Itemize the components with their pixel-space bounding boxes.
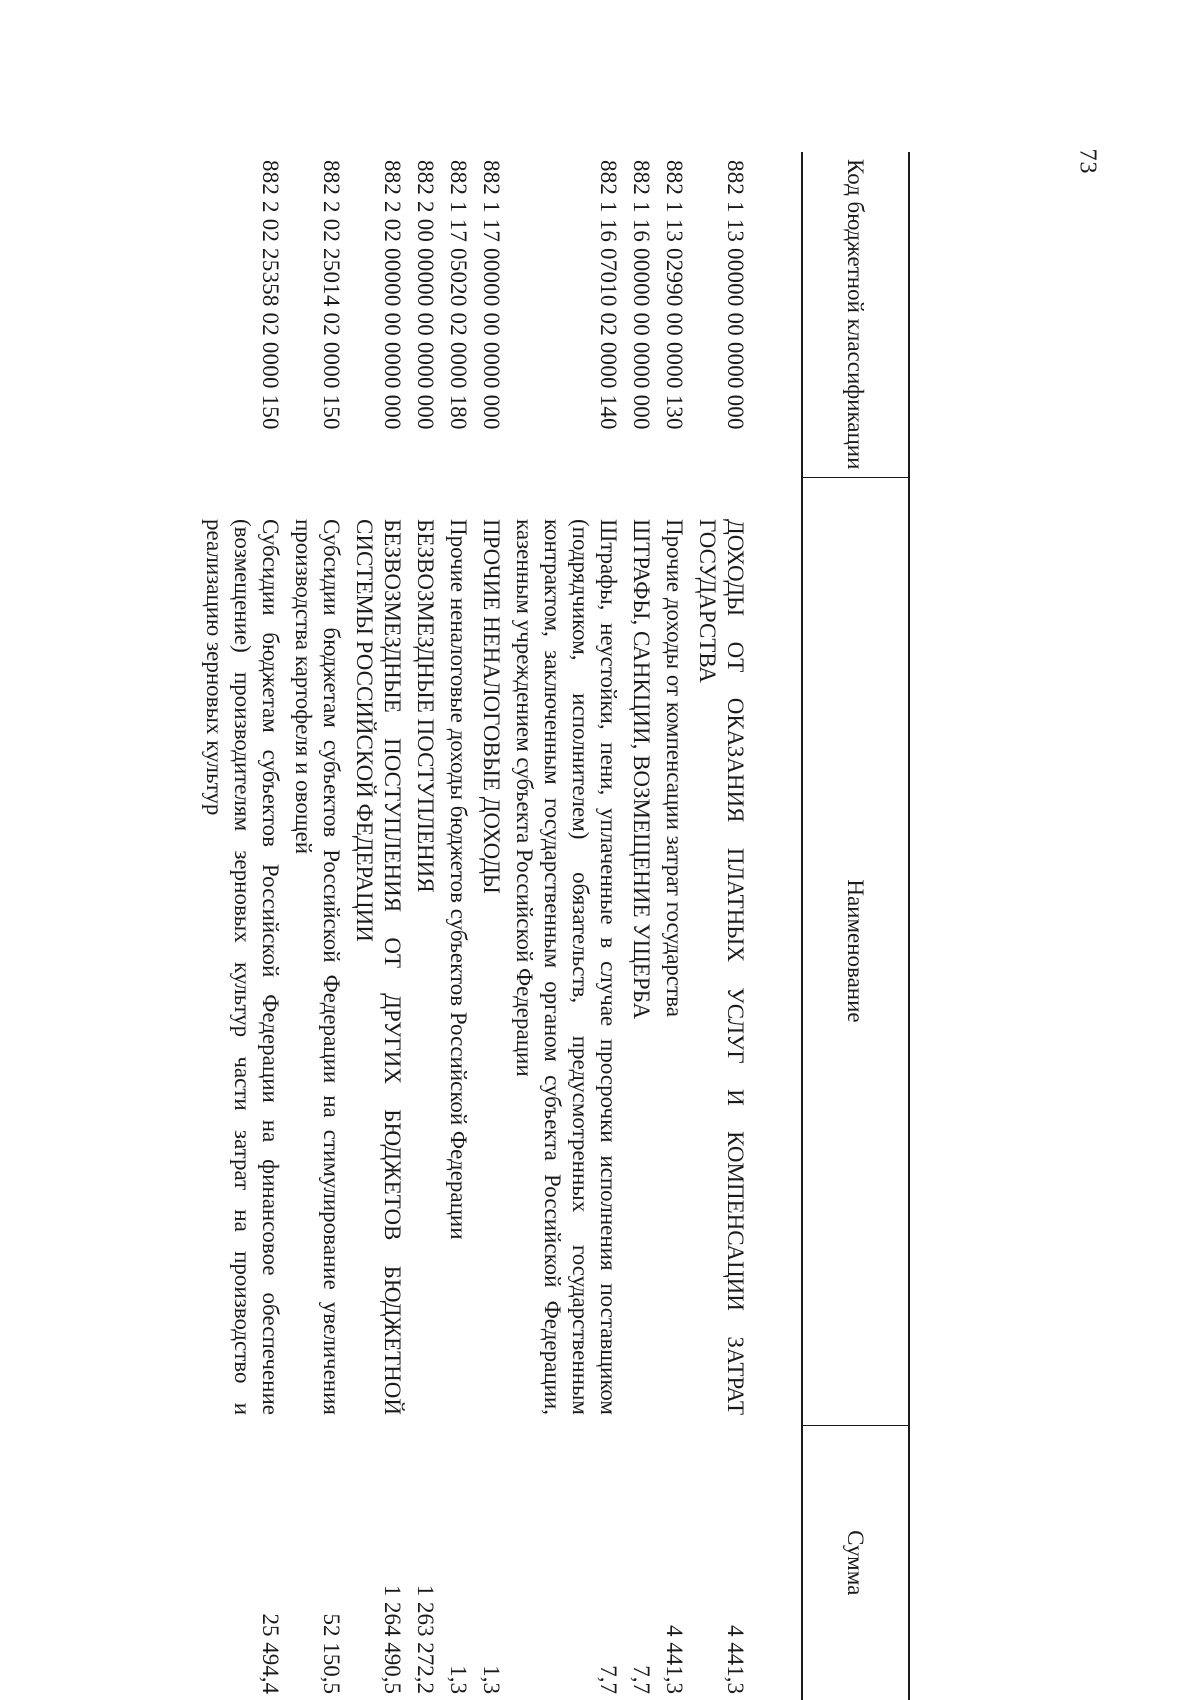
page-number: 73: [1074, 148, 1101, 175]
table-row: [475, 152, 508, 1700]
row-sum: 1 264 490,5: [380, 1584, 405, 1694]
row-sum: 1,3: [479, 1665, 504, 1694]
row-code: 882 1 13 00000 00 0000 000: [723, 160, 748, 430]
budget-table-sheet: [170, 152, 910, 1700]
row-sum: 7,7: [629, 1665, 654, 1694]
header-name: Наименование: [802, 477, 909, 1425]
row-sum: 7,7: [596, 1665, 621, 1694]
row-sum: 1,3: [446, 1665, 471, 1694]
row-code: 882 2 00 00000 00 0000 000: [413, 160, 438, 430]
table-header-row: [802, 152, 909, 1700]
table-row: [409, 152, 442, 1700]
row-code: 882 1 13 02990 00 0000 130: [662, 160, 687, 430]
row-code: 882 1 16 07010 02 0000 140: [596, 160, 621, 430]
header-code: Код бюджетной классификации: [802, 152, 909, 477]
row-name: БЕЗВОЗМЕЗДНЫЕ ПОСТУПЛЕНИЯ: [413, 519, 438, 893]
row-code: 882 2 02 25014 02 0000 150: [319, 160, 344, 430]
row-code: 882 1 17 00000 00 0000 000: [479, 160, 504, 430]
table-row: [198, 152, 287, 1700]
row-name: Прочие доходы от компенсации затрат государства: [662, 519, 687, 1017]
row-sum: 25 494,4: [258, 1613, 283, 1694]
table-row: [658, 152, 691, 1700]
table-row: [287, 152, 348, 1700]
row-sum: 4 441,3: [723, 1625, 748, 1694]
table-row: [625, 152, 658, 1700]
row-name: Штрафы, неустойки, пени, уплаченные в случае просрочки исполнения поставщиком (подрядчиком, исполнителем) обязательств, предусмотренных государственным контрактом, заключенным государственным органом субъекта Российской Федерации, казенным учреждением субъекта Российской Федерации: [512, 519, 621, 1415]
table-row: [348, 152, 409, 1700]
row-sum: 52 150,5: [319, 1613, 344, 1694]
row-sum: 1 263 272,2: [413, 1584, 438, 1694]
table-row: [442, 152, 475, 1700]
header-sum: Сумма: [802, 1425, 909, 1700]
row-code: 882 2 02 00000 00 0000 000: [380, 160, 405, 430]
row-code: 882 1 17 05020 02 0000 180: [446, 160, 471, 430]
table-row: [508, 152, 625, 1700]
row-name: ШТРАФЫ, САНКЦИИ, ВОЗМЕЩЕНИЕ УЩЕРБА: [629, 519, 654, 1020]
budget-revenue-table: [198, 152, 910, 1700]
row-name: Прочие неналоговые доходы бюджетов субъектов Российской Федерации: [446, 519, 471, 1240]
row-name: Субсидии бюджетам субъектов Российской Федерации на стимулирование увеличения производства картофеля и овощей: [291, 519, 344, 1415]
row-sum: 4 441,3: [662, 1625, 687, 1694]
row-code: 882 1 16 00000 00 0000 000: [629, 160, 654, 430]
table-row: [691, 152, 802, 1700]
row-name: БЕЗВОЗМЕЗДНЫЕ ПОСТУПЛЕНИЯ ОТ ДРУГИХ БЮДЖЕТОВ БЮДЖЕТНОЙ СИСТЕМЫ РОССИЙСКОЙ ФЕДЕРАЦИИ: [352, 519, 405, 1415]
row-name: ДОХОДЫ ОТ ОКАЗАНИЯ ПЛАТНЫХ УСЛУГ И КОМПЕНСАЦИИ ЗАТРАТ ГОСУДАРСТВА: [695, 519, 748, 1415]
row-name: Субсидии бюджетам субъектов Российской Федерации на финансовое обеспечение (возмещение) производителям зерновых культур части затрат на производство и реализацию зерновых культур: [202, 519, 283, 1415]
row-name: ПРОЧИЕ НЕНАЛОГОВЫЕ ДОХОДЫ: [479, 519, 504, 894]
row-code: 882 2 02 25358 02 0000 150: [258, 160, 283, 430]
